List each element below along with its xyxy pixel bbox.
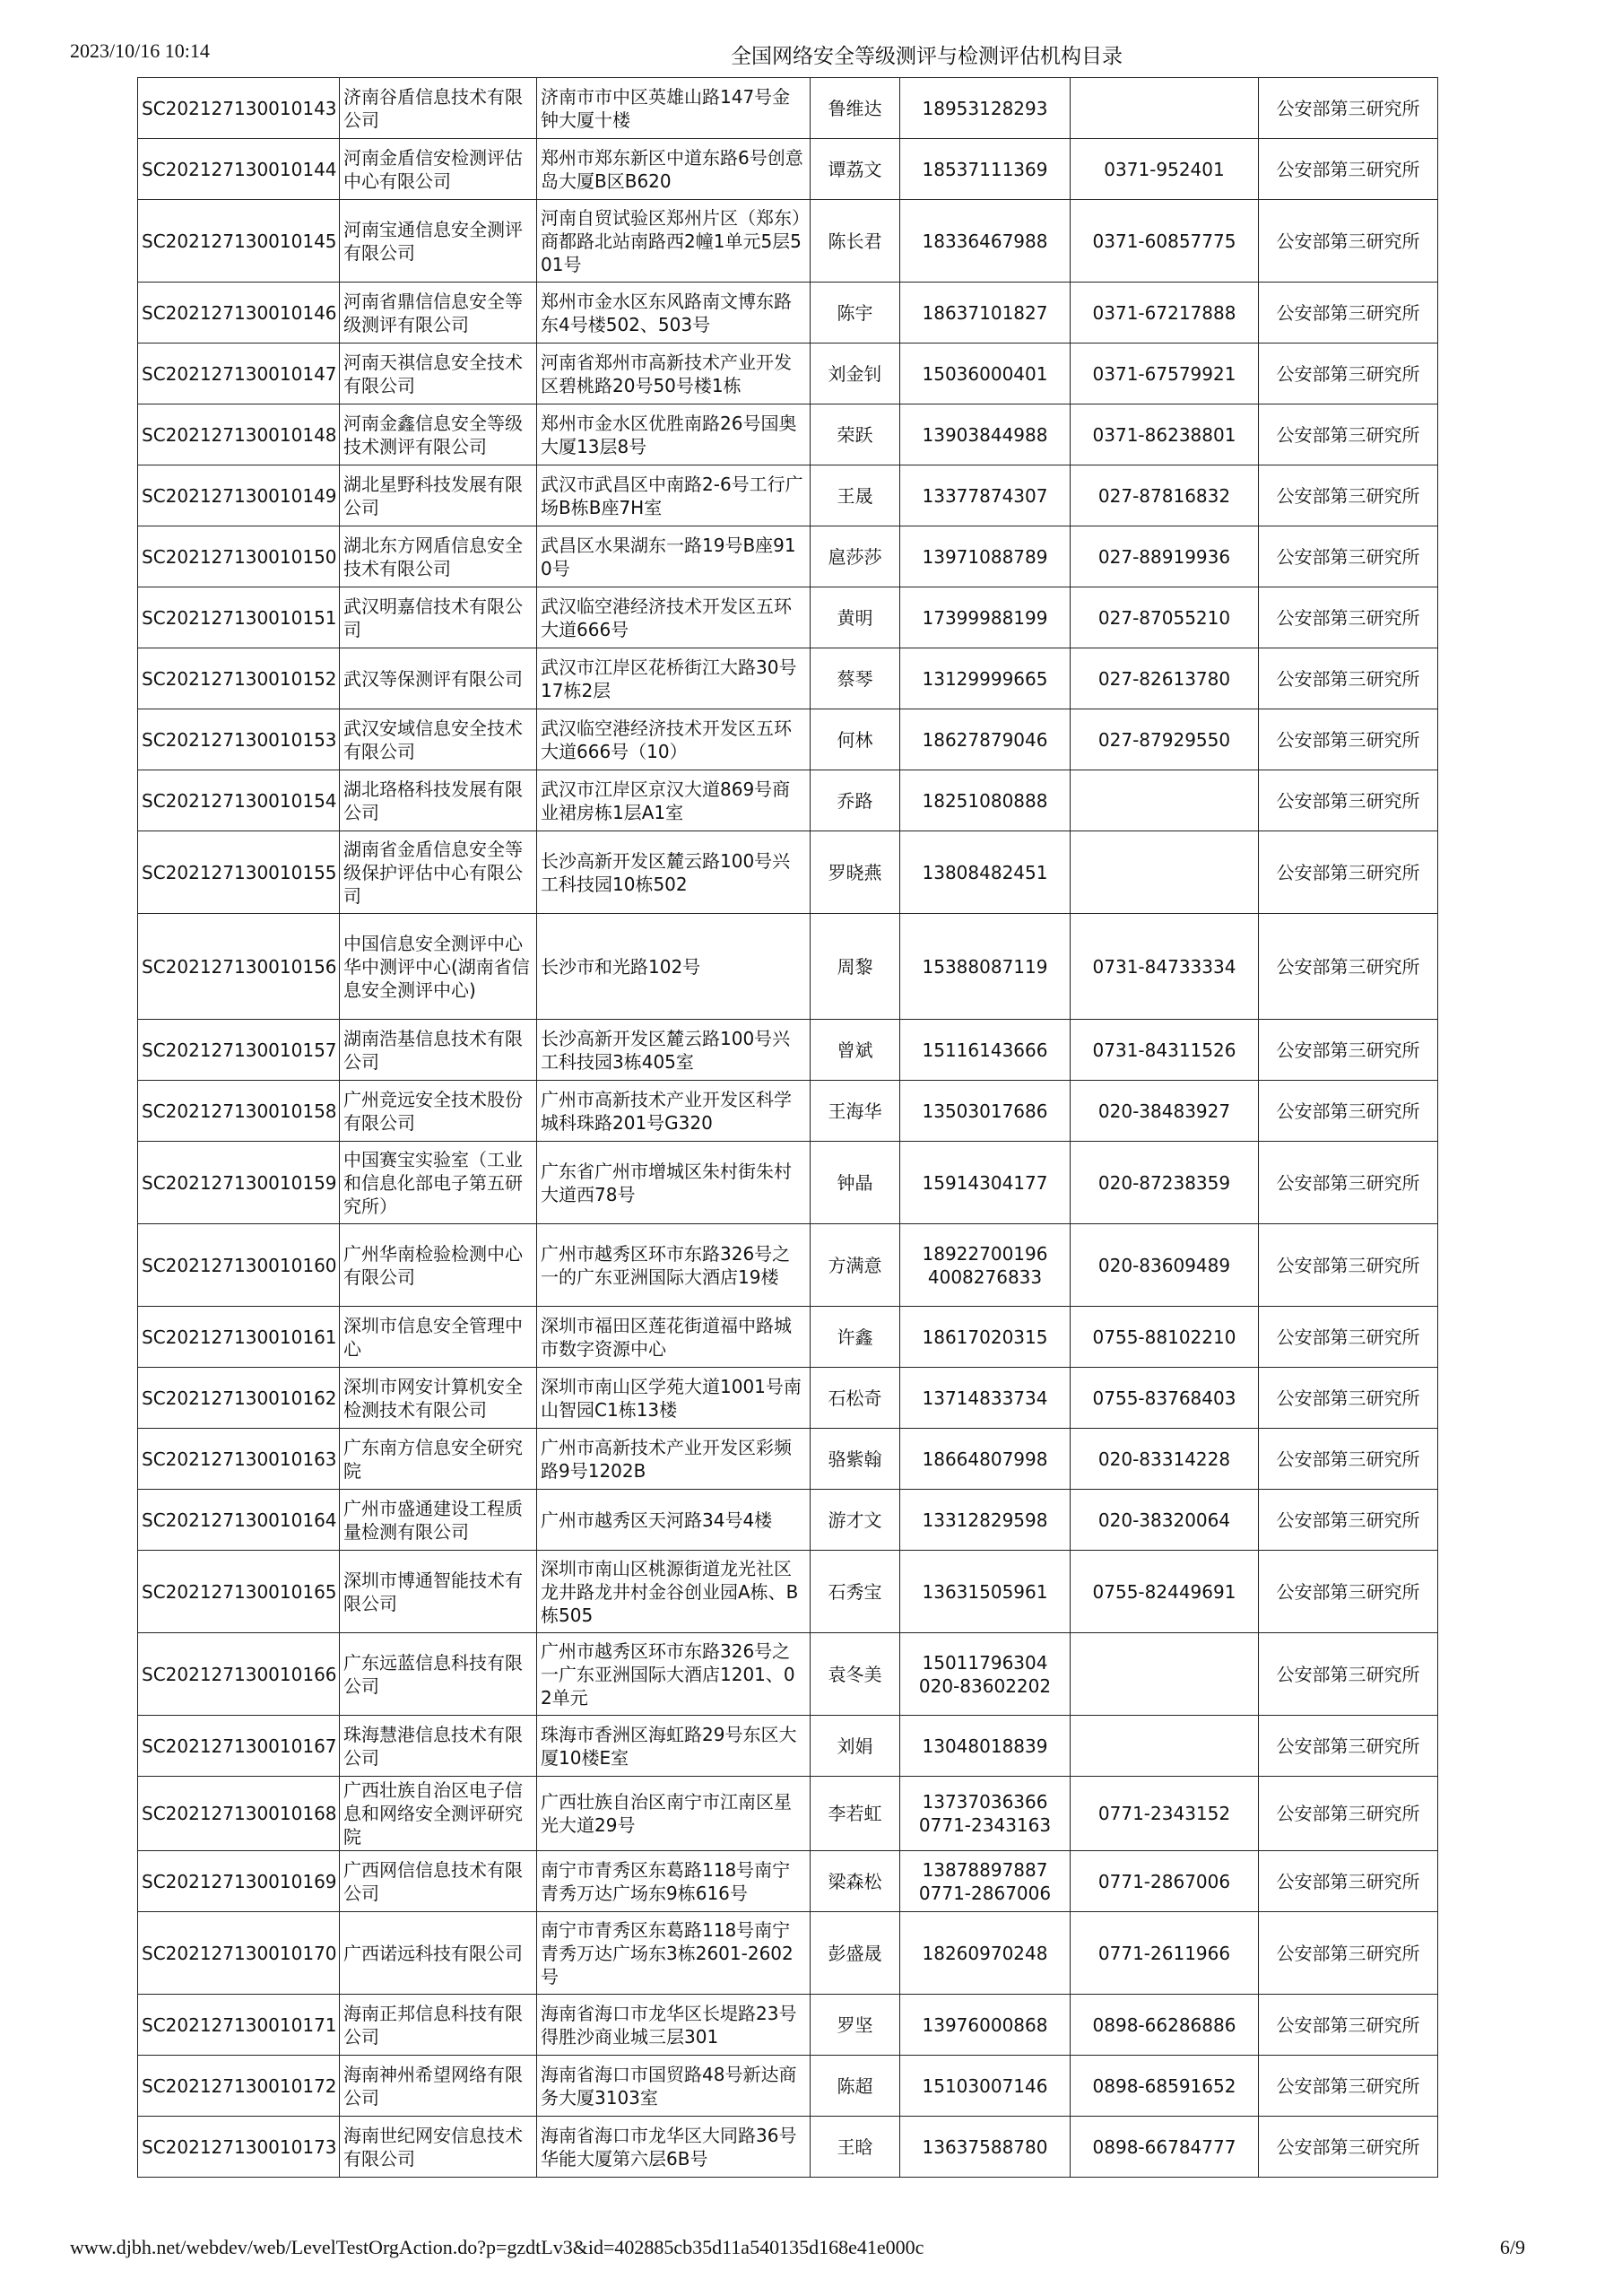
phone-cell: 0771-2867006 — [1071, 1851, 1259, 1912]
mobile-cell — [900, 465, 1071, 526]
mobile-cell — [900, 200, 1071, 283]
record-code-cell: SC202127130010172 — [138, 2056, 340, 2117]
header-datetime: 2023/10/16 10:14 — [70, 39, 210, 62]
record-code-cell: SC202127130010158 — [138, 1081, 340, 1142]
org-name-cell: 广西壮族自治区电子信息和网络安全测评研究院 — [340, 1777, 537, 1851]
contact-person-cell: 王晗 — [811, 2117, 900, 2178]
record-code-cell: SC202127130010156 — [138, 914, 340, 1020]
mobile-number: 13714833734 — [922, 1387, 1048, 1409]
table-row — [138, 1490, 1438, 1551]
record-code-cell: SC202127130010161 — [138, 1307, 340, 1368]
mobile-cell — [900, 770, 1071, 831]
table-row — [138, 78, 1438, 139]
mobile-number: 13976000868 — [922, 2013, 1048, 2036]
address-cell: 长沙高新开发区麓云路100号兴工科技园10栋502 — [537, 831, 811, 914]
mobile-number: 13312829598 — [922, 1509, 1048, 1531]
mobile-cell — [900, 1633, 1071, 1716]
authority-cell: 公安部第三研究所 — [1259, 648, 1438, 709]
contact-person-cell: 骆紫翰 — [811, 1429, 900, 1490]
address-cell: 武昌区水果湖东一路19号B座910号 — [537, 526, 811, 587]
phone-cell: 020-83609489 — [1071, 1224, 1259, 1307]
phone-cell: 0771-2611966 — [1071, 1912, 1259, 1995]
record-code-cell: SC202127130010145 — [138, 200, 340, 283]
phone-cell: 0371-67579921 — [1071, 344, 1259, 404]
mobile-cell — [900, 1307, 1071, 1368]
org-name-cell: 广州市盛通建设工程质量检测有限公司 — [340, 1490, 537, 1551]
record-code-cell: SC202127130010143 — [138, 78, 340, 139]
phone-cell — [1071, 770, 1259, 831]
contact-person-cell: 曾斌 — [811, 1020, 900, 1081]
table-row — [138, 1995, 1438, 2056]
record-code-cell: SC202127130010150 — [138, 526, 340, 587]
phone-cell: 020-38320064 — [1071, 1490, 1259, 1551]
record-code-cell: SC202127130010167 — [138, 1716, 340, 1777]
phone-cell: 0371-60857775 — [1071, 200, 1259, 283]
phone-cell: 0371-67217888 — [1071, 283, 1259, 344]
phone-cell: 0731-84733334 — [1071, 914, 1259, 1020]
org-name-cell: 河南金盾信安检测评估中心有限公司 — [340, 139, 537, 200]
record-code-cell: SC202127130010169 — [138, 1851, 340, 1912]
table-row — [138, 2117, 1438, 2178]
contact-person-cell: 刘娟 — [811, 1716, 900, 1777]
address-cell: 海南省海口市龙华区长堤路23号得胜沙商业城三层301 — [537, 1995, 811, 2056]
mobile-cell — [900, 709, 1071, 770]
mobile-number: 17399988199 — [922, 606, 1048, 629]
authority-cell: 公安部第三研究所 — [1259, 1551, 1438, 1633]
mobile-cell — [900, 831, 1071, 914]
document-title: 全国网络安全等级测评与检测评估机构目录 — [731, 45, 1123, 68]
address-cell: 河南自贸试验区郑州片区（郑东）商都路北站南路西2幢1单元5层501号 — [537, 200, 811, 283]
contact-person-cell: 许鑫 — [811, 1307, 900, 1368]
org-name-cell: 深圳市博通智能技术有限公司 — [340, 1551, 537, 1633]
address-cell: 郑州市金水区优胜南路26号国奥大厦13层8号 — [537, 404, 811, 465]
address-cell: 广州市高新技术产业开发区彩频路9号1202B — [537, 1429, 811, 1490]
contact-person-cell: 蔡琴 — [811, 648, 900, 709]
record-code-cell: SC202127130010151 — [138, 587, 340, 648]
phone-cell: 027-87055210 — [1071, 587, 1259, 648]
contact-person-cell: 乔路 — [811, 770, 900, 831]
address-cell: 珠海市香洲区海虹路29号东区大厦10楼E室 — [537, 1716, 811, 1777]
org-name-cell: 济南谷盾信息技术有限公司 — [340, 78, 537, 139]
mobile-cell — [900, 1716, 1071, 1777]
contact-person-cell: 鲁维达 — [811, 78, 900, 139]
org-name-cell: 武汉等保测评有限公司 — [340, 648, 537, 709]
mobile-number: 18260970248 — [922, 1942, 1048, 1964]
authority-cell: 公安部第三研究所 — [1259, 526, 1438, 587]
org-name-cell: 湖北东方网盾信息安全技术有限公司 — [340, 526, 537, 587]
contact-person-cell: 彭盛晟 — [811, 1912, 900, 1995]
mobile-cell — [900, 283, 1071, 344]
mobile-number: 15116143666 — [922, 1039, 1048, 1061]
authority-cell: 公安部第三研究所 — [1259, 404, 1438, 465]
address-cell: 海南省海口市国贸路48号新达商务大厦3103室 — [537, 2056, 811, 2117]
table-row — [138, 200, 1438, 283]
org-name-cell: 河南天祺信息安全技术有限公司 — [340, 344, 537, 404]
phone-cell — [1071, 1633, 1259, 1716]
mobile-number: 15914304177 — [922, 1171, 1048, 1194]
authority-cell: 公安部第三研究所 — [1259, 1368, 1438, 1429]
authority-cell: 公安部第三研究所 — [1259, 1716, 1438, 1777]
mobile-number: 13129999665 — [922, 667, 1048, 690]
phone-cell: 0898-68591652 — [1071, 2056, 1259, 2117]
authority-cell: 公安部第三研究所 — [1259, 78, 1438, 139]
table-row — [138, 1912, 1438, 1995]
phone-cell: 020-38483927 — [1071, 1081, 1259, 1142]
record-code-cell: SC202127130010154 — [138, 770, 340, 831]
authority-cell: 公安部第三研究所 — [1259, 1142, 1438, 1224]
mobile-number: 13503017686 — [922, 1100, 1048, 1122]
phone-cell: 0755-88102210 — [1071, 1307, 1259, 1368]
mobile-cell — [900, 1490, 1071, 1551]
contact-person-cell: 游才文 — [811, 1490, 900, 1551]
phone-cell: 027-82613780 — [1071, 648, 1259, 709]
org-name-cell: 湖北珞格科技发展有限公司 — [340, 770, 537, 831]
table-row — [138, 465, 1438, 526]
record-code-cell: SC202127130010170 — [138, 1912, 340, 1995]
org-name-cell: 广东远蓝信息科技有限公司 — [340, 1633, 537, 1716]
mobile-number: 15011796304 — [922, 1651, 1048, 1674]
address-cell: 广州市高新技术产业开发区科学城科珠路201号G320 — [537, 1081, 811, 1142]
authority-cell: 公安部第三研究所 — [1259, 1307, 1438, 1368]
contact-person-cell: 王海华 — [811, 1081, 900, 1142]
address-cell: 长沙高新开发区麓云路100号兴工科技园3栋405室 — [537, 1020, 811, 1081]
contact-person-cell: 黄明 — [811, 587, 900, 648]
authority-cell: 公安部第三研究所 — [1259, 2117, 1438, 2178]
org-name-cell: 中国信息安全测评中心华中测评中心(湖南省信息安全测评中心) — [340, 914, 537, 1020]
mobile-number-secondary: 4008276833 — [927, 1265, 1043, 1288]
contact-person-cell: 陈宇 — [811, 283, 900, 344]
authority-cell: 公安部第三研究所 — [1259, 1490, 1438, 1551]
phone-cell: 027-87816832 — [1071, 465, 1259, 526]
phone-cell: 020-83314228 — [1071, 1429, 1259, 1490]
mobile-cell — [900, 1429, 1071, 1490]
record-code-cell: SC202127130010157 — [138, 1020, 340, 1081]
org-name-cell: 广东南方信息安全研究院 — [340, 1429, 537, 1490]
phone-cell: 0371-86238801 — [1071, 404, 1259, 465]
address-cell: 武汉临空港经济技术开发区五环大道666号（10） — [537, 709, 811, 770]
authority-cell: 公安部第三研究所 — [1259, 709, 1438, 770]
phone-cell — [1071, 831, 1259, 914]
contact-person-cell: 刘金钊 — [811, 344, 900, 404]
mobile-cell — [900, 1020, 1071, 1081]
table-row — [138, 1081, 1438, 1142]
phone-cell: 0755-83768403 — [1071, 1368, 1259, 1429]
phone-cell: 0898-66784777 — [1071, 2117, 1259, 2178]
org-name-cell: 湖南省金盾信息安全等级保护评估中心有限公司 — [340, 831, 537, 914]
table-row — [138, 1307, 1438, 1368]
authority-cell: 公安部第三研究所 — [1259, 200, 1438, 283]
phone-cell: 027-88919936 — [1071, 526, 1259, 587]
mobile-cell — [900, 1142, 1071, 1224]
record-code-cell: SC202127130010148 — [138, 404, 340, 465]
authority-cell: 公安部第三研究所 — [1259, 1912, 1438, 1995]
mobile-number-secondary: 0771-2867006 — [918, 1882, 1052, 1904]
address-cell: 济南市市中区英雄山路147号金钟大厦十楼 — [537, 78, 811, 139]
mobile-number-secondary: 020-83602202 — [918, 1674, 1052, 1697]
mobile-cell — [900, 2056, 1071, 2117]
authority-cell: 公安部第三研究所 — [1259, 587, 1438, 648]
mobile-number: 15036000401 — [922, 362, 1048, 385]
authority-cell: 公安部第三研究所 — [1259, 1851, 1438, 1912]
org-name-cell: 深圳市网安计算机安全检测技术有限公司 — [340, 1368, 537, 1429]
phone-cell: 0371-952401 — [1071, 139, 1259, 200]
mobile-number: 15388087119 — [922, 955, 1048, 978]
authority-cell: 公安部第三研究所 — [1259, 1081, 1438, 1142]
phone-cell — [1071, 1716, 1259, 1777]
address-cell: 长沙市和光路102号 — [537, 914, 811, 1020]
table-row — [138, 2056, 1438, 2117]
address-cell: 郑州市金水区东风路南文博东路东4号楼502、503号 — [537, 283, 811, 344]
address-cell: 广州市越秀区环市东路326号之一广东亚洲国际大酒店1201、02单元 — [537, 1633, 811, 1716]
mobile-cell — [900, 914, 1071, 1020]
authority-cell: 公安部第三研究所 — [1259, 1224, 1438, 1307]
org-name-cell: 海南神州希望网络有限公司 — [340, 2056, 537, 2117]
table-row — [138, 914, 1438, 1020]
address-cell: 广西壮族自治区南宁市江南区星光大道29号 — [537, 1777, 811, 1851]
phone-cell: 0771-2343152 — [1071, 1777, 1259, 1851]
record-code-cell: SC202127130010165 — [138, 1551, 340, 1633]
mobile-number: 18537111369 — [922, 158, 1048, 180]
mobile-number: 15103007146 — [922, 2074, 1048, 2097]
org-name-cell: 河南宝通信息安全测评有限公司 — [340, 200, 537, 283]
record-code-cell: SC202127130010144 — [138, 139, 340, 200]
authority-cell: 公安部第三研究所 — [1259, 831, 1438, 914]
record-code-cell: SC202127130010171 — [138, 1995, 340, 2056]
mobile-number: 13737036366 — [922, 1791, 1048, 1813]
authority-cell: 公安部第三研究所 — [1259, 344, 1438, 404]
org-name-cell: 海南世纪网安信息技术有限公司 — [340, 2117, 537, 2178]
org-name-cell: 中国赛宝实验室（工业和信息化部电子第五研究所） — [340, 1142, 537, 1224]
address-cell: 深圳市南山区学苑大道1001号南山智园C1栋13楼 — [537, 1368, 811, 1429]
table-row — [138, 1551, 1438, 1633]
table-row — [138, 283, 1438, 344]
record-code-cell: SC202127130010149 — [138, 465, 340, 526]
org-name-cell: 深圳市信息安全管理中心 — [340, 1307, 537, 1368]
authority-cell: 公安部第三研究所 — [1259, 1777, 1438, 1851]
mobile-number: 18664807998 — [922, 1448, 1048, 1470]
mobile-cell — [900, 1081, 1071, 1142]
address-cell: 广州市越秀区环市东路326号之一的广东亚洲国际大酒店19楼 — [537, 1224, 811, 1307]
mobile-number: 13808482451 — [922, 861, 1048, 883]
mobile-number: 18336467988 — [922, 230, 1048, 252]
address-cell: 武汉市武昌区中南路2-6号工行广场B栋B座7H室 — [537, 465, 811, 526]
mobile-number: 13903844988 — [922, 423, 1048, 446]
org-name-cell: 广西诺远科技有限公司 — [340, 1912, 537, 1995]
record-code-cell: SC202127130010164 — [138, 1490, 340, 1551]
table-row — [138, 404, 1438, 465]
mobile-number: 18637101827 — [922, 301, 1048, 324]
address-cell: 南宁市青秀区东葛路118号南宁青秀万达广场东3栋2601-2602号 — [537, 1912, 811, 1995]
table-row — [138, 587, 1438, 648]
table-row — [138, 1716, 1438, 1777]
table-row — [138, 1777, 1438, 1851]
table-row — [138, 139, 1438, 200]
contact-person-cell: 荣跃 — [811, 404, 900, 465]
mobile-number: 18627879046 — [922, 728, 1048, 751]
table-row — [138, 1851, 1438, 1912]
record-code-cell: SC202127130010152 — [138, 648, 340, 709]
table-row — [138, 709, 1438, 770]
record-code-cell: SC202127130010153 — [138, 709, 340, 770]
table-row — [138, 1224, 1438, 1307]
org-name-cell: 海南正邦信息科技有限公司 — [340, 1995, 537, 2056]
record-code-cell: SC202127130010162 — [138, 1368, 340, 1429]
mobile-number: 13377874307 — [922, 484, 1048, 507]
table-row — [138, 1020, 1438, 1081]
mobile-cell — [900, 78, 1071, 139]
table-row — [138, 1142, 1438, 1224]
page-number: 6/9 — [1499, 2236, 1525, 2258]
authority-cell: 公安部第三研究所 — [1259, 1429, 1438, 1490]
mobile-cell — [900, 1995, 1071, 2056]
address-cell: 广州市越秀区天河路34号4楼 — [537, 1490, 811, 1551]
table-row — [138, 526, 1438, 587]
contact-person-cell: 方满意 — [811, 1224, 900, 1307]
authority-cell: 公安部第三研究所 — [1259, 914, 1438, 1020]
record-code-cell: SC202127130010163 — [138, 1429, 340, 1490]
contact-person-cell: 陈超 — [811, 2056, 900, 2117]
address-cell: 海南省海口市龙华区大同路36号华能大厦第六层6B号 — [537, 2117, 811, 2178]
authority-cell: 公安部第三研究所 — [1259, 1995, 1438, 2056]
contact-person-cell: 扈莎莎 — [811, 526, 900, 587]
mobile-number: 18953128293 — [922, 97, 1048, 119]
phone-cell: 027-87929550 — [1071, 709, 1259, 770]
authority-cell: 公安部第三研究所 — [1259, 1633, 1438, 1716]
contact-person-cell: 罗坚 — [811, 1995, 900, 2056]
table-row — [138, 1633, 1438, 1716]
authority-cell: 公安部第三研究所 — [1259, 283, 1438, 344]
contact-person-cell: 石秀宝 — [811, 1551, 900, 1633]
record-code-cell: SC202127130010155 — [138, 831, 340, 914]
org-name-cell: 珠海慧港信息技术有限公司 — [340, 1716, 537, 1777]
mobile-number: 18617020315 — [922, 1326, 1048, 1348]
address-cell: 南宁市青秀区东葛路118号南宁青秀万达广场东9栋616号 — [537, 1851, 811, 1912]
phone-cell: 020-87238359 — [1071, 1142, 1259, 1224]
org-name-cell: 武汉明嘉信技术有限公司 — [340, 587, 537, 648]
record-code-cell: SC202127130010147 — [138, 344, 340, 404]
record-code-cell: SC202127130010146 — [138, 283, 340, 344]
table-row — [138, 344, 1438, 404]
org-name-cell: 广州华南检验检测中心有限公司 — [340, 1224, 537, 1307]
mobile-number: 18251080888 — [922, 789, 1048, 812]
record-code-cell: SC202127130010166 — [138, 1633, 340, 1716]
authority-cell: 公安部第三研究所 — [1259, 465, 1438, 526]
contact-person-cell: 罗晓燕 — [811, 831, 900, 914]
address-cell: 武汉市江岸区京汉大道869号商业裙房栋1层A1室 — [537, 770, 811, 831]
org-name-cell: 湖北星野科技发展有限公司 — [340, 465, 537, 526]
mobile-cell — [900, 526, 1071, 587]
contact-person-cell: 谭荔文 — [811, 139, 900, 200]
contact-person-cell: 钟晶 — [811, 1142, 900, 1224]
mobile-cell — [900, 1224, 1071, 1307]
authority-cell: 公安部第三研究所 — [1259, 770, 1438, 831]
contact-person-cell: 王晟 — [811, 465, 900, 526]
address-cell: 武汉临空港经济技术开发区五环大道666号 — [537, 587, 811, 648]
phone-cell: 0731-84311526 — [1071, 1020, 1259, 1081]
address-cell: 郑州市郑东新区中道东路6号创意岛大厦B区B620 — [537, 139, 811, 200]
mobile-number: 13048018839 — [922, 1735, 1048, 1757]
contact-person-cell: 陈长君 — [811, 200, 900, 283]
mobile-number: 13631505961 — [922, 1580, 1048, 1603]
table-row — [138, 1429, 1438, 1490]
mobile-cell — [900, 1777, 1071, 1851]
org-name-cell: 河南金鑫信息安全等级技术测评有限公司 — [340, 404, 537, 465]
phone-cell — [1071, 78, 1259, 139]
mobile-cell — [900, 1912, 1071, 1995]
mobile-number: 13637588780 — [922, 2135, 1048, 2158]
address-cell: 河南省郑州市高新技术产业开发区碧桃路20号50号楼1栋 — [537, 344, 811, 404]
org-name-cell: 河南省鼎信信息安全等级测评有限公司 — [340, 283, 537, 344]
mobile-cell — [900, 1551, 1071, 1633]
table-row — [138, 770, 1438, 831]
authority-cell: 公安部第三研究所 — [1259, 139, 1438, 200]
mobile-number: 13878897887 — [922, 1858, 1048, 1881]
mobile-number: 18922700196 — [922, 1242, 1048, 1265]
contact-person-cell: 袁冬美 — [811, 1633, 900, 1716]
record-code-cell: SC202127130010168 — [138, 1777, 340, 1851]
table-row — [138, 1368, 1438, 1429]
record-code-cell: SC202127130010160 — [138, 1224, 340, 1307]
phone-cell: 0898-66286886 — [1071, 1995, 1259, 2056]
mobile-number-secondary: 0771-2343163 — [918, 1814, 1052, 1836]
org-name-cell: 湖南浩基信息技术有限公司 — [340, 1020, 537, 1081]
footer-url: www.djbh.net/webdev/web/LevelTestOrgAction.do?p=gzdtLv3&id=402885cb35d11a540135d168e41e000c — [70, 2236, 924, 2258]
contact-person-cell: 梁森松 — [811, 1851, 900, 1912]
org-name-cell: 武汉安域信息安全技术有限公司 — [340, 709, 537, 770]
record-code-cell: SC202127130010173 — [138, 2117, 340, 2178]
address-cell: 广东省广州市增城区朱村街朱村大道西78号 — [537, 1142, 811, 1224]
table-row — [138, 831, 1438, 914]
authority-cell: 公安部第三研究所 — [1259, 1020, 1438, 1081]
address-cell: 深圳市南山区桃源街道龙光社区龙井路龙井村金谷创业园A栋、B栋505 — [537, 1551, 811, 1633]
mobile-cell — [900, 1851, 1071, 1912]
org-directory-table — [137, 77, 1438, 2178]
mobile-cell — [900, 1368, 1071, 1429]
org-name-cell: 广西网信信息技术有限公司 — [340, 1851, 537, 1912]
contact-person-cell: 周黎 — [811, 914, 900, 1020]
org-name-cell: 广州竞远安全技术股份有限公司 — [340, 1081, 537, 1142]
mobile-cell — [900, 404, 1071, 465]
authority-cell: 公安部第三研究所 — [1259, 2056, 1438, 2117]
contact-person-cell: 李若虹 — [811, 1777, 900, 1851]
address-cell: 深圳市福田区莲花街道福中路城市数字资源中心 — [537, 1307, 811, 1368]
table-row — [138, 648, 1438, 709]
mobile-cell — [900, 139, 1071, 200]
phone-cell: 0755-82449691 — [1071, 1551, 1259, 1633]
contact-person-cell: 石松奇 — [811, 1368, 900, 1429]
address-cell: 武汉市江岸区花桥街江大路30号17栋2层 — [537, 648, 811, 709]
mobile-cell — [900, 344, 1071, 404]
mobile-number: 13971088789 — [922, 545, 1048, 568]
mobile-cell — [900, 2117, 1071, 2178]
contact-person-cell: 何林 — [811, 709, 900, 770]
mobile-cell — [900, 587, 1071, 648]
record-code-cell: SC202127130010159 — [138, 1142, 340, 1224]
mobile-cell — [900, 648, 1071, 709]
